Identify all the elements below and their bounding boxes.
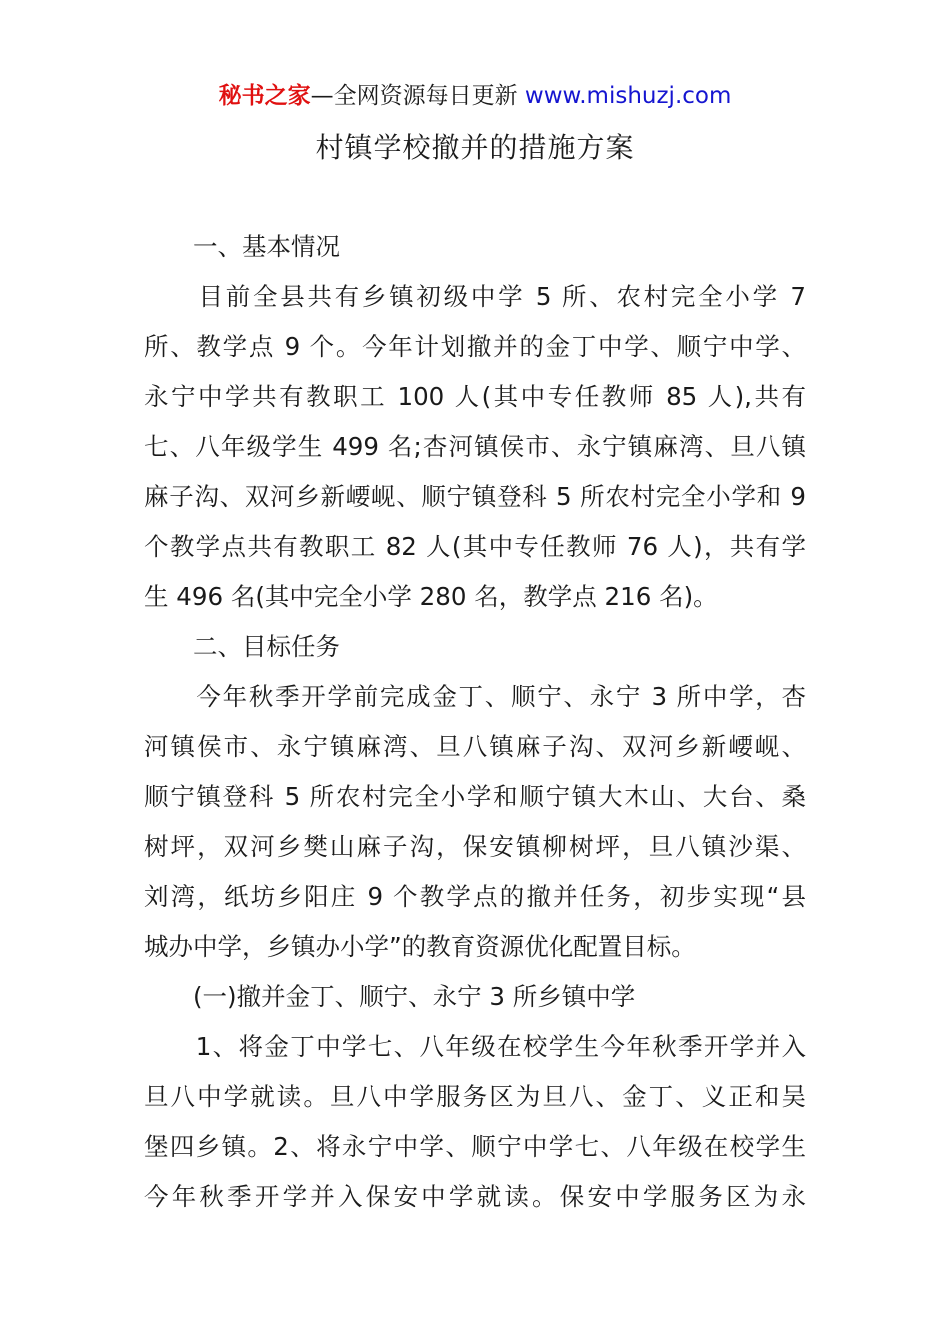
section-heading: 一、基本情况 xyxy=(144,232,340,261)
paragraph-line: 今年秋季开学前完成金丁、顺宁、永宁 3 所中学，杏 xyxy=(144,682,806,711)
paragraph-line: 1、将金丁中学七、八年级在校学生今年秋季开学并入 xyxy=(144,1032,806,1061)
paragraph-line: 城办中学，乡镇办小学”的教育资源优化配置目标。 xyxy=(144,932,696,961)
paragraph-line: 河镇侯市、永宁镇麻湾、旦八镇麻子沟、双河乡新崾岘、 xyxy=(144,732,806,761)
subsection-heading: (一)撤并金丁、顺宁、永宁 3 所乡镇中学 xyxy=(144,982,636,1011)
paragraph-line: 目前全县共有乡镇初级中学 5 所、农村完全小学 7 xyxy=(144,282,806,311)
paragraph-line: 今年秋季开学并入保安中学就读。保安中学服务区为永 xyxy=(144,1182,806,1211)
section-heading: 二、目标任务 xyxy=(144,632,340,661)
paragraph-line: 顺宁镇登科 5 所农村完全小学和顺宁镇大木山、大台、桑 xyxy=(144,782,806,811)
paragraph-line: 生 496 名(其中完全小学 280 名，教学点 216 名)。 xyxy=(144,582,718,611)
header-tagline: —全网资源每日更新 xyxy=(310,83,518,109)
paragraph-line: 所、教学点 9 个。今年计划撤并的金丁中学、顺宁中学、 xyxy=(144,332,806,361)
paragraph-line: 树坪，双河乡樊山麻子沟，保安镇柳树坪，旦八镇沙渠、 xyxy=(144,832,806,861)
site-header xyxy=(0,80,950,112)
document-title: 村镇学校撤并的措施方案 xyxy=(315,131,635,164)
site-url[interactable]: www.mishuzj.com xyxy=(524,83,732,109)
paragraph-line: 麻子沟、双河乡新崾岘、顺宁镇登科 5 所农村完全小学和 9 xyxy=(144,482,806,511)
paragraph-line: 旦八中学就读。旦八中学服务区为旦八、金丁、义正和吴 xyxy=(144,1082,806,1111)
paragraph-line: 永宁中学共有教职工 100 人(其中专任教师 85 人),共有 xyxy=(144,382,806,411)
paragraph-line: 七、八年级学生 499 名;杏河镇侯市、永宁镇麻湾、旦八镇 xyxy=(144,432,806,461)
document-body xyxy=(144,222,806,1222)
paragraph-line: 个教学点共有教职工 82 人(其中专任教师 76 人)，共有学 xyxy=(144,532,806,561)
brand-name: 秘书之家 xyxy=(218,83,311,109)
paragraph-line: 刘湾，纸坊乡阳庄 9 个教学点的撤并任务，初步实现“县 xyxy=(144,882,806,911)
paragraph-line: 堡四乡镇。2、将永宁中学、顺宁中学七、八年级在校学生 xyxy=(144,1132,806,1161)
